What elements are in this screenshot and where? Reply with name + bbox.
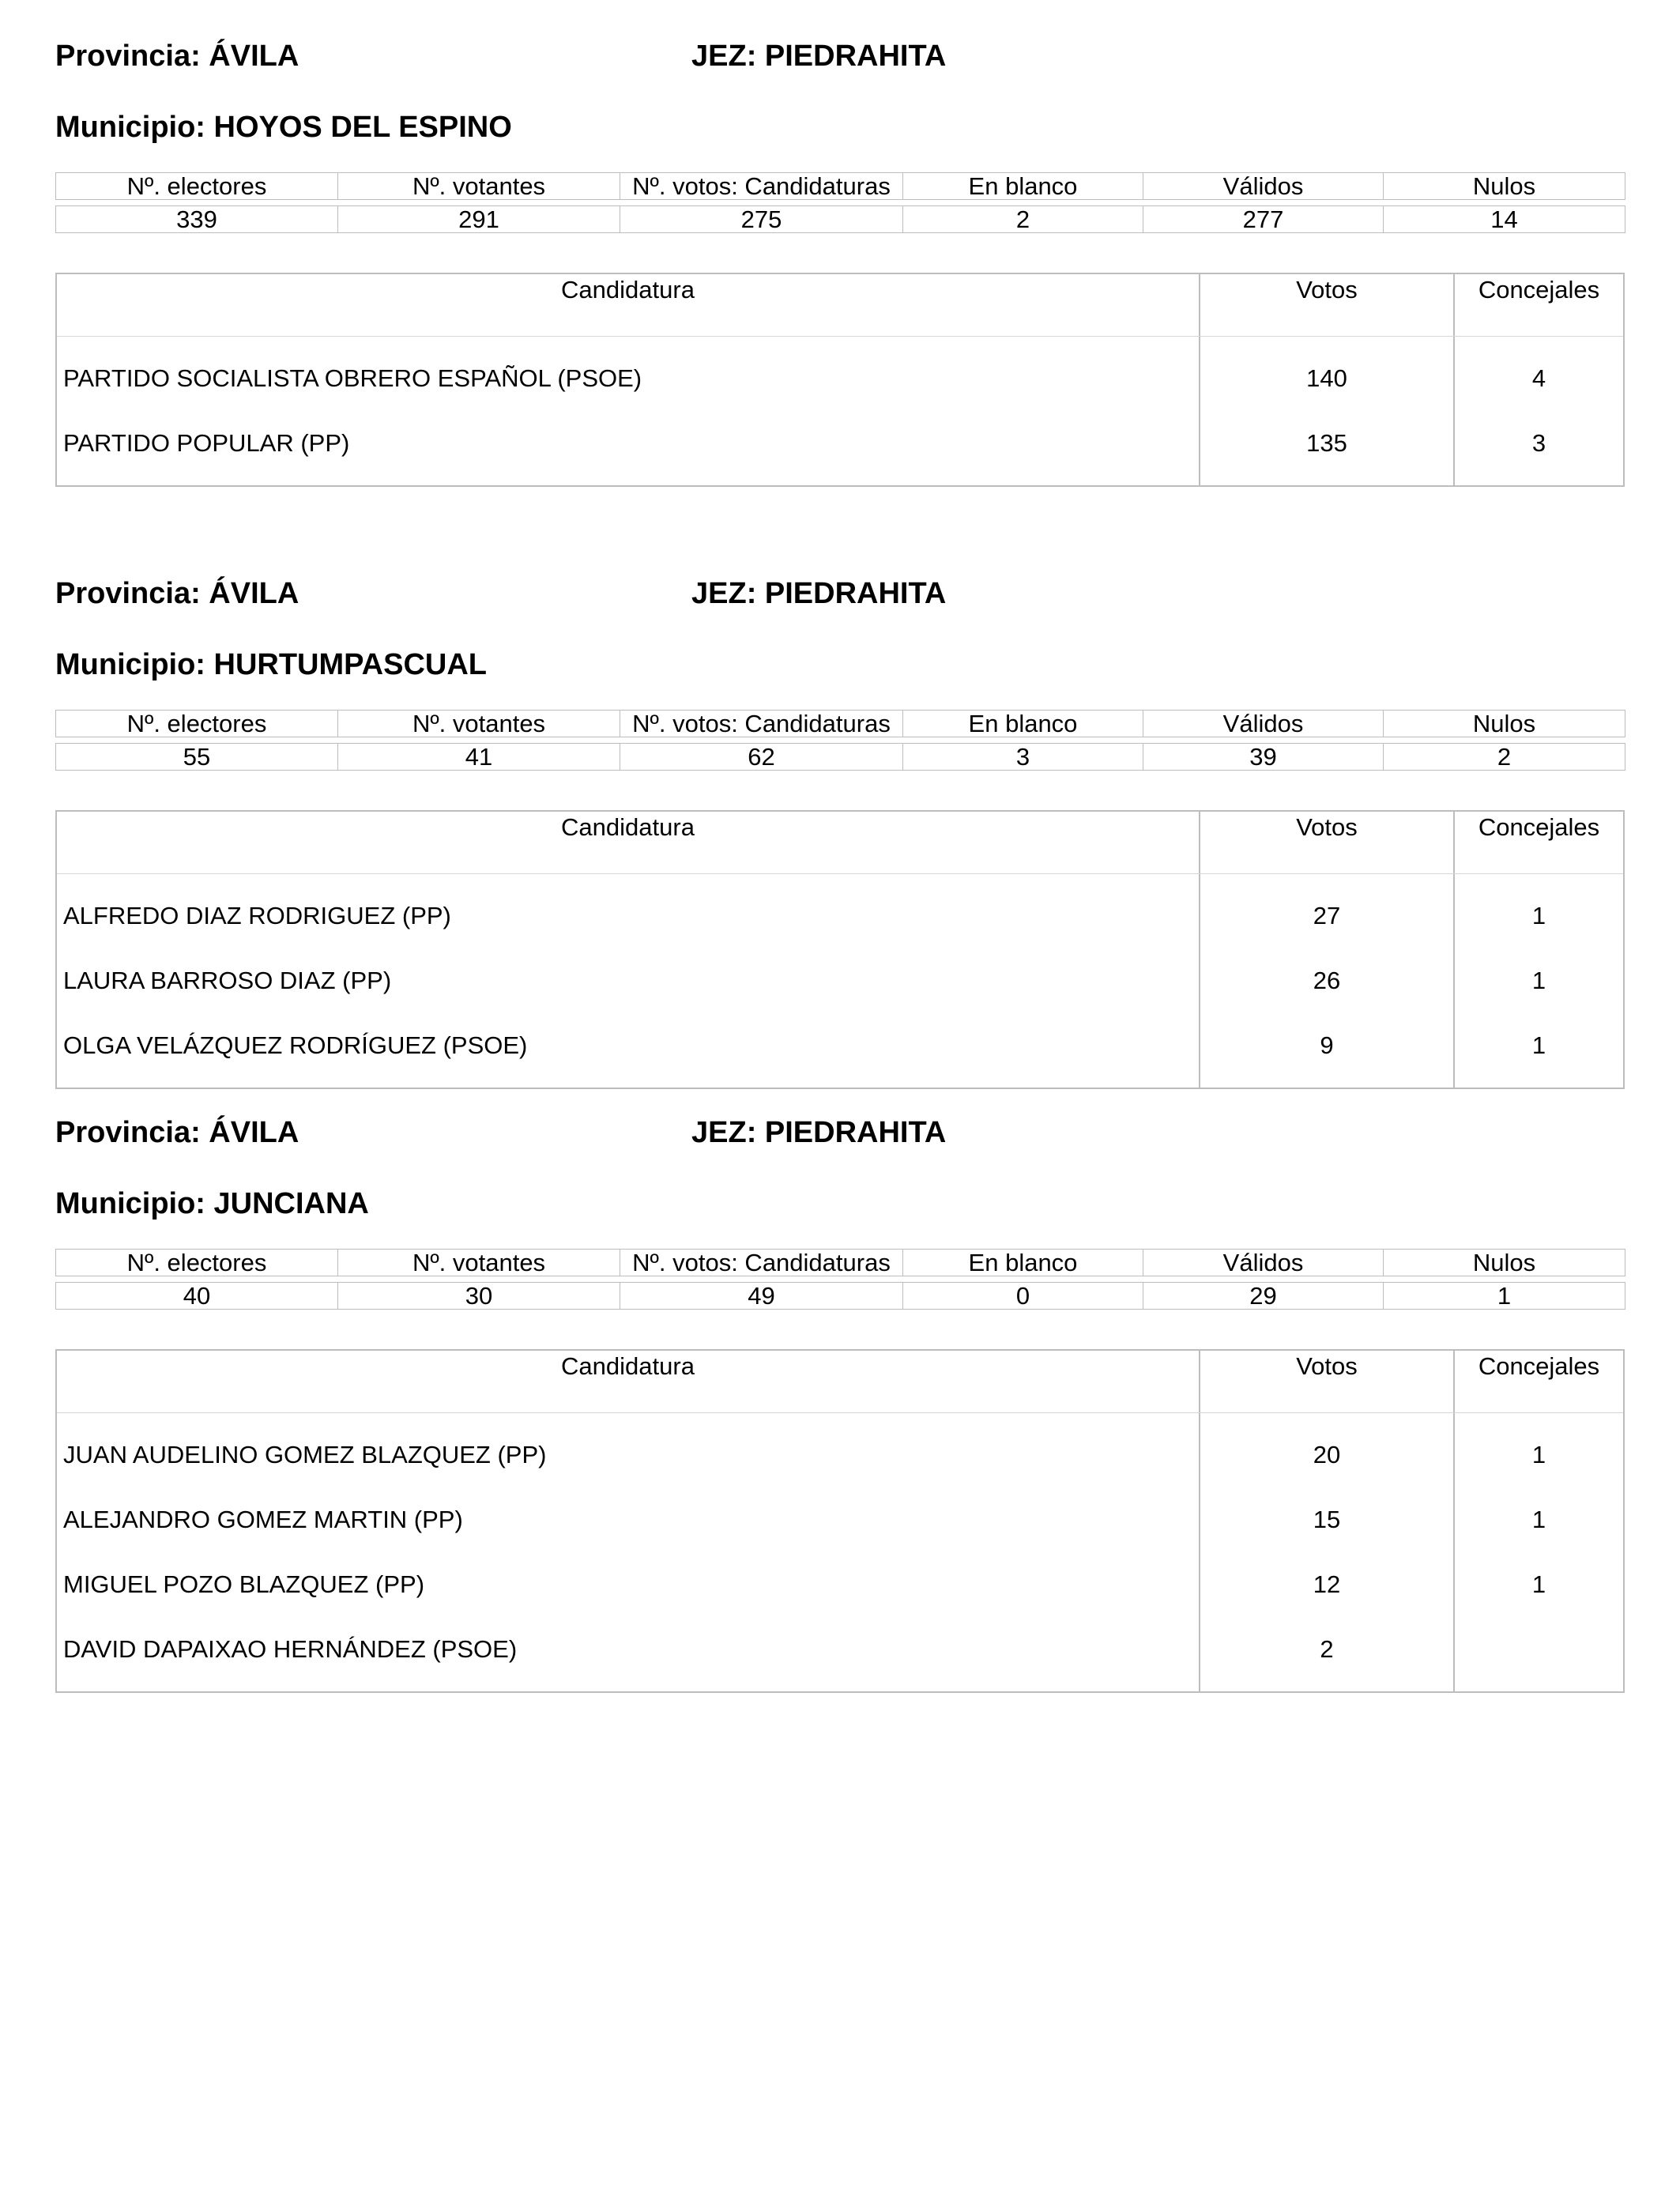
candidate-votos: 26 [1313, 967, 1341, 994]
stat-header-en-blanco: En blanco [903, 1250, 1143, 1276]
results-table [55, 1349, 1625, 1693]
jez-label: JEZ: PIEDRAHITA [691, 1116, 947, 1149]
header-votos: Votos [1200, 1351, 1455, 1412]
candidate-concejales: 3 [1531, 429, 1546, 457]
results-header [57, 274, 1623, 337]
candidate-votos: 2 [1320, 1635, 1334, 1663]
candidate-concejales: 1 [1531, 1570, 1546, 1598]
candidate-votos: 9 [1320, 1031, 1334, 1059]
header-concejales: Concejales [1478, 1352, 1600, 1380]
stats-header-row [56, 1250, 1625, 1276]
results-body [57, 1413, 1623, 1691]
provincia-label: Provincia: ÁVILA [55, 40, 299, 73]
stats-value-row [56, 744, 1625, 771]
candidate-concejales: 1 [1531, 967, 1546, 994]
stat-header-electores: Nº. electores [56, 711, 338, 737]
concejales-column [1455, 1413, 1623, 1691]
candidate-name: ALEJANDRO GOMEZ MARTIN (PP) [63, 1506, 463, 1533]
stat-value-votos-candidaturas: 62 [620, 744, 903, 771]
provincia-label: Provincia: ÁVILA [55, 1116, 299, 1149]
candidate-concejales [1455, 1617, 1623, 1682]
candidate-concejales: 4 [1531, 364, 1546, 392]
candidate-concejales: 1 [1531, 1031, 1546, 1059]
stat-header-votos-candidaturas: Nº. votos: Candidaturas [620, 173, 903, 200]
summary-stats-table [55, 710, 1625, 771]
results-table [55, 810, 1625, 1089]
candidate-name: ALFREDO DIAZ RODRIGUEZ (PP) [63, 902, 451, 929]
stat-header-electores: Nº. electores [56, 1250, 338, 1276]
candidate-name: PARTIDO POPULAR (PP) [63, 429, 350, 457]
summary-stats-table [55, 172, 1625, 233]
stat-value-validos: 277 [1143, 206, 1384, 233]
candidate-votos: 15 [1313, 1506, 1341, 1533]
header-candidatura: Candidatura [57, 274, 1200, 336]
stat-header-votos-candidaturas: Nº. votos: Candidaturas [620, 711, 903, 737]
candidate-concejales: 1 [1531, 1506, 1546, 1533]
votos-column [1200, 874, 1455, 1088]
candidate-name: JUAN AUDELINO GOMEZ BLAZQUEZ (PP) [63, 1441, 547, 1468]
stat-header-en-blanco: En blanco [903, 711, 1143, 737]
stats-header-row [56, 173, 1625, 200]
stat-header-validos: Válidos [1143, 711, 1384, 737]
results-header [57, 812, 1623, 874]
candidate-votos: 20 [1313, 1441, 1341, 1468]
stat-value-en-blanco: 2 [903, 206, 1143, 233]
provincia-label: Provincia: ÁVILA [55, 577, 299, 610]
results-body [57, 874, 1623, 1088]
header-votos: Votos [1200, 812, 1455, 873]
municipio-label: Municipio: JUNCIANA [55, 1187, 369, 1220]
candidate-name: PARTIDO SOCIALISTA OBRERO ESPAÑOL (PSOE) [63, 364, 642, 392]
results-table [55, 273, 1625, 487]
header-candidatura: Candidatura [57, 812, 1200, 873]
stats-header-row [56, 711, 1625, 737]
results-body [57, 337, 1623, 485]
stat-header-votantes: Nº. votantes [338, 711, 620, 737]
candidate-votos: 135 [1306, 429, 1347, 457]
candidate-name: DAVID DAPAIXAO HERNÁNDEZ (PSOE) [63, 1635, 518, 1663]
candidatura-column [57, 1413, 1200, 1691]
header-candidatura: Candidatura [57, 1351, 1200, 1412]
stat-value-votos-candidaturas: 49 [620, 1283, 903, 1310]
stats-value-row [56, 206, 1625, 233]
stat-value-votantes: 291 [338, 206, 620, 233]
header-votos: Votos [1200, 274, 1455, 336]
stat-value-validos: 29 [1143, 1283, 1384, 1310]
jez-label: JEZ: PIEDRAHITA [691, 577, 947, 610]
concejales-column [1455, 337, 1623, 485]
stat-header-nulos: Nulos [1384, 173, 1625, 200]
stat-header-en-blanco: En blanco [903, 173, 1143, 200]
stat-value-electores: 339 [56, 206, 338, 233]
stat-value-nulos: 1 [1384, 1283, 1625, 1310]
stat-value-votos-candidaturas: 275 [620, 206, 903, 233]
votos-column [1200, 337, 1455, 485]
stat-value-nulos: 2 [1384, 744, 1625, 771]
stat-value-en-blanco: 3 [903, 744, 1143, 771]
candidate-votos: 27 [1313, 902, 1341, 929]
stat-header-nulos: Nulos [1384, 711, 1625, 737]
candidatura-column [57, 874, 1200, 1088]
candidate-concejales: 1 [1531, 1441, 1546, 1468]
stat-value-votantes: 30 [338, 1283, 620, 1310]
municipio-label: Municipio: HURTUMPASCUAL [55, 648, 488, 681]
candidate-concejales: 1 [1531, 902, 1546, 929]
candidate-votos: 140 [1306, 364, 1347, 392]
stat-header-votantes: Nº. votantes [338, 1250, 620, 1276]
stat-value-votantes: 41 [338, 744, 620, 771]
stat-header-electores: Nº. electores [56, 173, 338, 200]
votos-column [1200, 1413, 1455, 1691]
candidatura-column [57, 337, 1200, 485]
stat-value-electores: 40 [56, 1283, 338, 1310]
stat-header-nulos: Nulos [1384, 1250, 1625, 1276]
summary-stats-table [55, 1249, 1625, 1310]
candidate-name: OLGA VELÁZQUEZ RODRÍGUEZ (PSOE) [63, 1031, 528, 1059]
municipio-label: Municipio: HOYOS DEL ESPINO [55, 111, 512, 144]
stat-header-votantes: Nº. votantes [338, 173, 620, 200]
stat-value-electores: 55 [56, 744, 338, 771]
stat-value-validos: 39 [1143, 744, 1384, 771]
header-concejales: Concejales [1478, 813, 1600, 841]
header-concejales: Concejales [1478, 276, 1600, 303]
candidate-name: MIGUEL POZO BLAZQUEZ (PP) [63, 1570, 425, 1598]
jez-label: JEZ: PIEDRAHITA [691, 40, 947, 73]
stat-header-validos: Válidos [1143, 173, 1384, 200]
stat-value-en-blanco: 0 [903, 1283, 1143, 1310]
stat-header-validos: Válidos [1143, 1250, 1384, 1276]
candidate-votos: 12 [1313, 1570, 1341, 1598]
candidate-name: LAURA BARROSO DIAZ (PP) [63, 967, 392, 994]
concejales-column [1455, 874, 1623, 1088]
results-header [57, 1351, 1623, 1413]
stat-header-votos-candidaturas: Nº. votos: Candidaturas [620, 1250, 903, 1276]
stats-value-row [56, 1283, 1625, 1310]
stat-value-nulos: 14 [1384, 206, 1625, 233]
